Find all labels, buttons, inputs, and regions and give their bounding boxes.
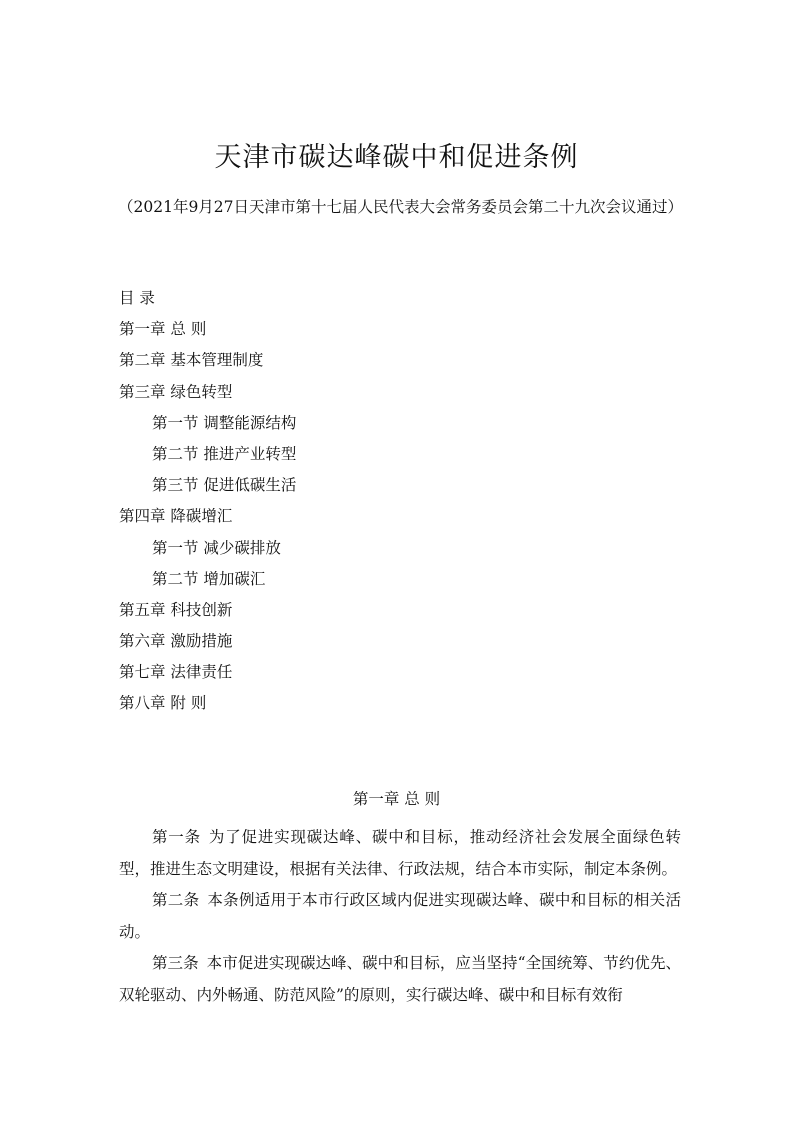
chapter-body [119, 822, 681, 1011]
article-number: 第一条 [152, 828, 201, 846]
article-text: 为了促进实现碳达峰、碳中和目标，推动经济社会发展全面绿色转型，推进生态文明建设，根据有关法律、行政法规，结合本市实际，制定本条例。 [119, 828, 681, 878]
toc-item: 第一章 总 则 [119, 320, 207, 339]
article-paragraph [119, 822, 681, 885]
article-number: 第二条 [152, 891, 200, 909]
article-paragraph [119, 948, 681, 1011]
toc-item: 第七章 法律责任 [119, 663, 233, 682]
table-of-contents [119, 283, 679, 720]
chapter-heading: 第一章 总 则 [352, 790, 441, 808]
toc-subitem: 第二节 增加碳汇 [152, 569, 266, 588]
document-subtitle: （2021年9月27日天津市第十七届人民代表大会常务委员会第二十九次会议通过） [118, 198, 684, 216]
toc-subitem: 第三节 促进低碳生活 [152, 476, 297, 495]
article-paragraph [119, 885, 681, 948]
article-text: 本条例适用于本市行政区域内促进实现碳达峰、碳中和目标的相关活动。 [119, 891, 681, 941]
toc-subitem: 第一节 调整能源结构 [152, 413, 297, 432]
toc-heading: 目 录 [119, 289, 155, 307]
article-number: 第三条 [152, 954, 199, 972]
toc-item: 第六章 激励措施 [119, 632, 233, 651]
toc-subitem: 第二节 推进产业转型 [152, 444, 297, 463]
article-text: 本市促进实现碳达峰、碳中和目标，应当坚持“全国统筹、节约优先、双轮驱动、内外畅通、防范风险”的原则，实行碳达峰、碳中和目标有效衔 [119, 954, 681, 1004]
toc-item: 第五章 科技创新 [119, 600, 233, 619]
toc-item: 第三章 绿色转型 [119, 382, 233, 401]
document-title: 天津市碳达峰碳中和促进条例 [214, 142, 579, 173]
toc-item: 第四章 降碳增汇 [119, 507, 233, 526]
toc-item: 第二章 基本管理制度 [119, 351, 264, 370]
toc-subitem: 第一节 减少碳排放 [152, 538, 281, 557]
toc-item: 第八章 附 则 [119, 694, 207, 713]
